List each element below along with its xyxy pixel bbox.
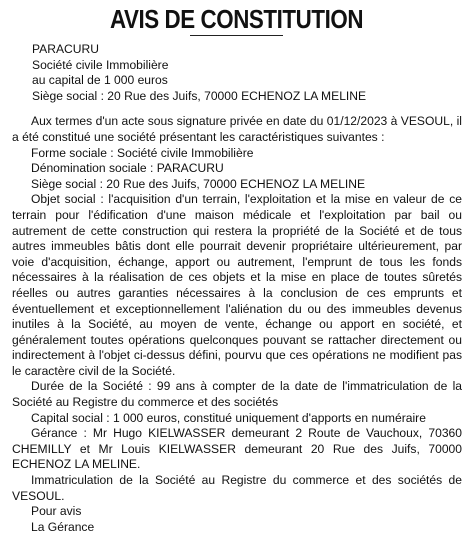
immatriculation: Immatriculation de la Société au Registre du commerce et des sociétés de VESOUL. (12, 473, 462, 503)
gerance: Gérance : Mr Hugo KIELWASSER demeurant 2 Route de Vauchoux, 70360 CHEMILLY et Mr Louis KIELWASSER demeurant 20 Rue des Juifs, 70000 ECHENOZ LA MELINE. (12, 426, 462, 472)
company-name: PARACURU (32, 42, 99, 56)
company-capital: au capital de 1 000 euros (32, 73, 168, 88)
company-seat: Siège social : 20 Rue des Juifs, 70000 ECHENOZ LA MELINE (32, 88, 367, 103)
notice-body (0, 42, 473, 535)
notice-title: AVIS DE CONSTITUTION (109, 4, 364, 34)
duree-societe: Durée de la Société : 99 ans à compter de la date de l'immatriculation de la Société au Registre du commerce et des sociétés (12, 379, 462, 410)
denomination-sociale: Dénomination sociale : PARACURU (31, 161, 224, 176)
signature: La Gérance (31, 519, 95, 534)
forme-sociale: Forme sociale : Société civile Immobilière (31, 145, 254, 160)
intro-paragraph: Aux termes d'un acte sous signature privée en date du 01/12/2023 à VESOUL, il a été constitué une société présentant les caractéristiques suivantes : (12, 114, 462, 144)
company-form: Société civile Immobilière (32, 57, 169, 72)
title-underline (190, 35, 283, 36)
siege-social: Siège social : 20 Rue des Juifs, 70000 ECHENOZ LA MELINE (31, 176, 366, 191)
capital-social: Capital social : 1 000 euros, constitué uniquement d'apports en numéraire (31, 410, 426, 425)
pour-avis: Pour avis (31, 504, 82, 519)
objet-social: Objet social : l'acquisition d'un terrain, l'exploitation et la mise en valeur de ce terrain pour l'édification d'une maison médicale et l'exploitation par bail ou autrement de cette construction qui restera la propriété de la Société et de tous autres immeubles bâtis dont elle pourrait devenir propriétaire ultérieurement, par voie d'acquisition, échange, apport ou autrement, l'emprunt de tous les fonds nécessaires à la réalisation de ces objets et la mise en place de toutes sûretés réelles ou autres garanties nécessaires à la conclusion de ces emprunts et éventuellement et exceptionnellement l'aliénation du ou des immeubles devenus inutiles à la Société, au moyen de vente, échange ou apport en société, et généralement toutes opérations quelconques pouvant se rattacher directement ou indirectement à l'objet ci-dessus défini, pourvu que ces opérations ne modifient pas le caractère civil de la Société. (12, 192, 462, 378)
